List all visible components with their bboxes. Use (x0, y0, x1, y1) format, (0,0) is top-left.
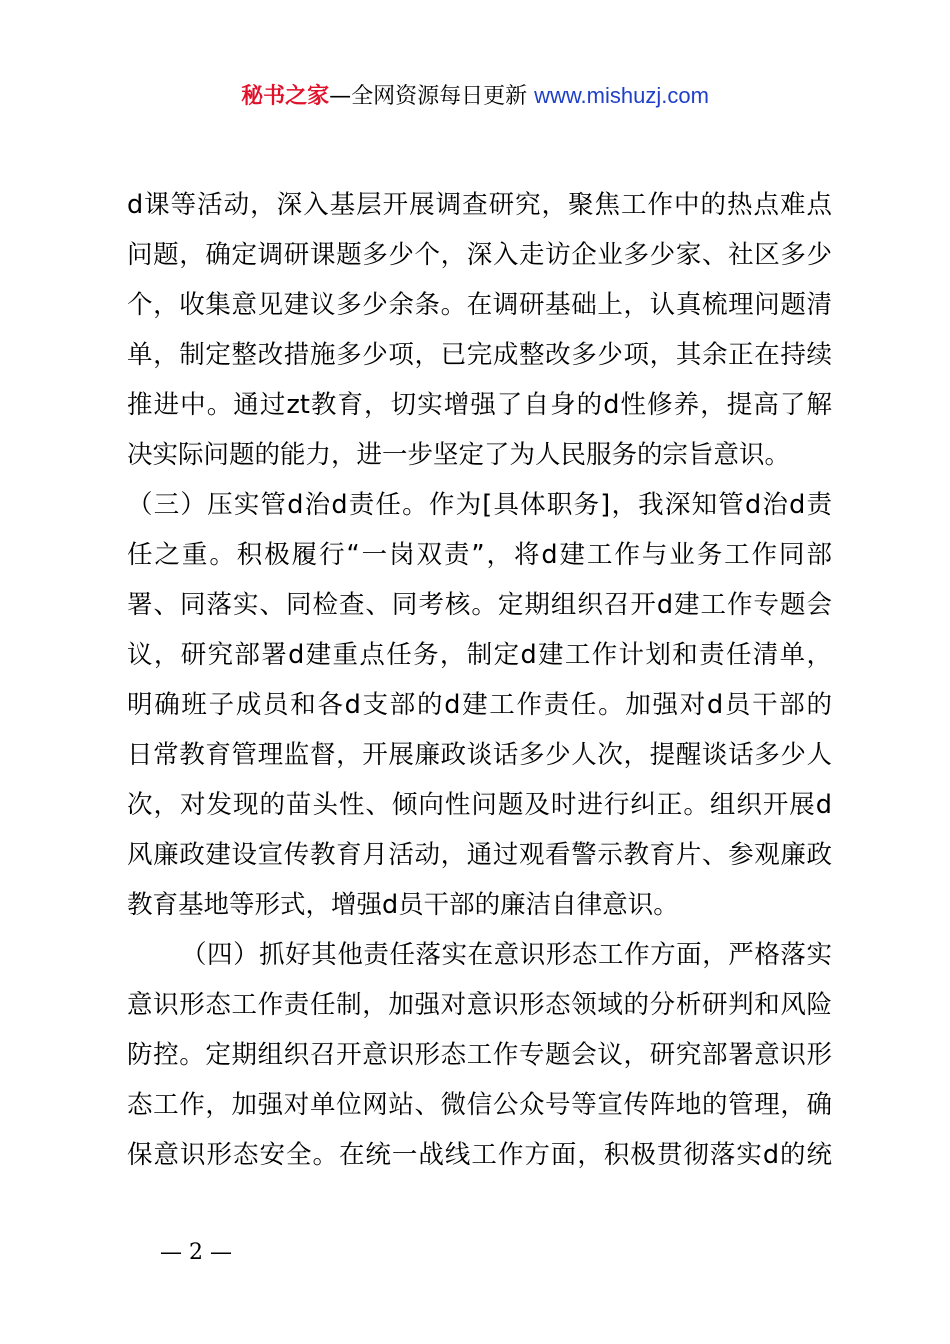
text-line: 保意识形态安全。在统一战线工作方面，积极贯彻落实d的统 (127, 1140, 832, 1170)
text-line: 次，对发现的苗头性、倾向性问题及时进行纠正。组织开展d (127, 790, 832, 820)
section-heading-line: （三）压实管d治d责任。作为[具体职务]，我深知管d治d责 (127, 490, 832, 520)
text-line: 意识形态工作责任制，加强对意识形态领域的分析研判和风险 (127, 990, 832, 1020)
document-body (127, 180, 832, 1180)
site-header (0, 80, 950, 113)
text-line: 单，制定整改措施多少项，已完成整改多少项，其余正在持续 (127, 340, 832, 370)
text-line: 推进中。通过zt教育，切实增强了自身的d性修养，提高了解 (127, 390, 832, 420)
text-line: d课等活动，深入基层开展调查研究，聚焦工作中的热点难点 (127, 190, 832, 220)
header-slogan: —全网资源每日更新 (329, 84, 535, 109)
text-line: 风廉政建设宣传教育月活动，通过观看警示教育片、参观廉政 (127, 840, 832, 870)
text-line: 态工作，加强对单位网站、微信公众号等宣传阵地的管理，确 (127, 1090, 832, 1120)
text-line: 议，研究部署d建重点任务，制定d建工作计划和责任清单， (127, 640, 832, 670)
text-line: 问题，确定调研课题多少个，深入走访企业多少家、社区多少 (127, 240, 832, 270)
text-line: 决实际问题的能力，进一步坚定了为人民服务的宗旨意识。 (127, 440, 791, 470)
text-line: 任之重。积极履行“一岗双责”，将d建工作与业务工作同部 (127, 540, 832, 570)
section-heading-line: （四）抓好其他责任落实在意识形态工作方面，严格落实 (181, 940, 832, 970)
text-line: 防控。定期组织召开意识形态工作专题会议，研究部署意识形 (127, 1040, 832, 1070)
text-line: 明确班子成员和各d支部的d建工作责任。加强对d员干部的 (127, 690, 832, 720)
text-line: 教育基地等形式，增强d员干部的廉洁自律意识。 (127, 890, 679, 920)
brand-name: 秘书之家 (241, 84, 330, 109)
text-line: 日常教育管理监督，开展廉政谈话多少人次，提醒谈话多少人 (127, 740, 832, 770)
site-url-link[interactable]: www.mishuzj.com (534, 83, 709, 108)
text-line: 署、同落实、同检查、同考核。定期组织召开d建工作专题会 (127, 590, 832, 620)
page-number: — 2 — (160, 1240, 232, 1265)
text-line: 个，收集意见建议多少余条。在调研基础上，认真梳理问题清 (127, 290, 832, 320)
